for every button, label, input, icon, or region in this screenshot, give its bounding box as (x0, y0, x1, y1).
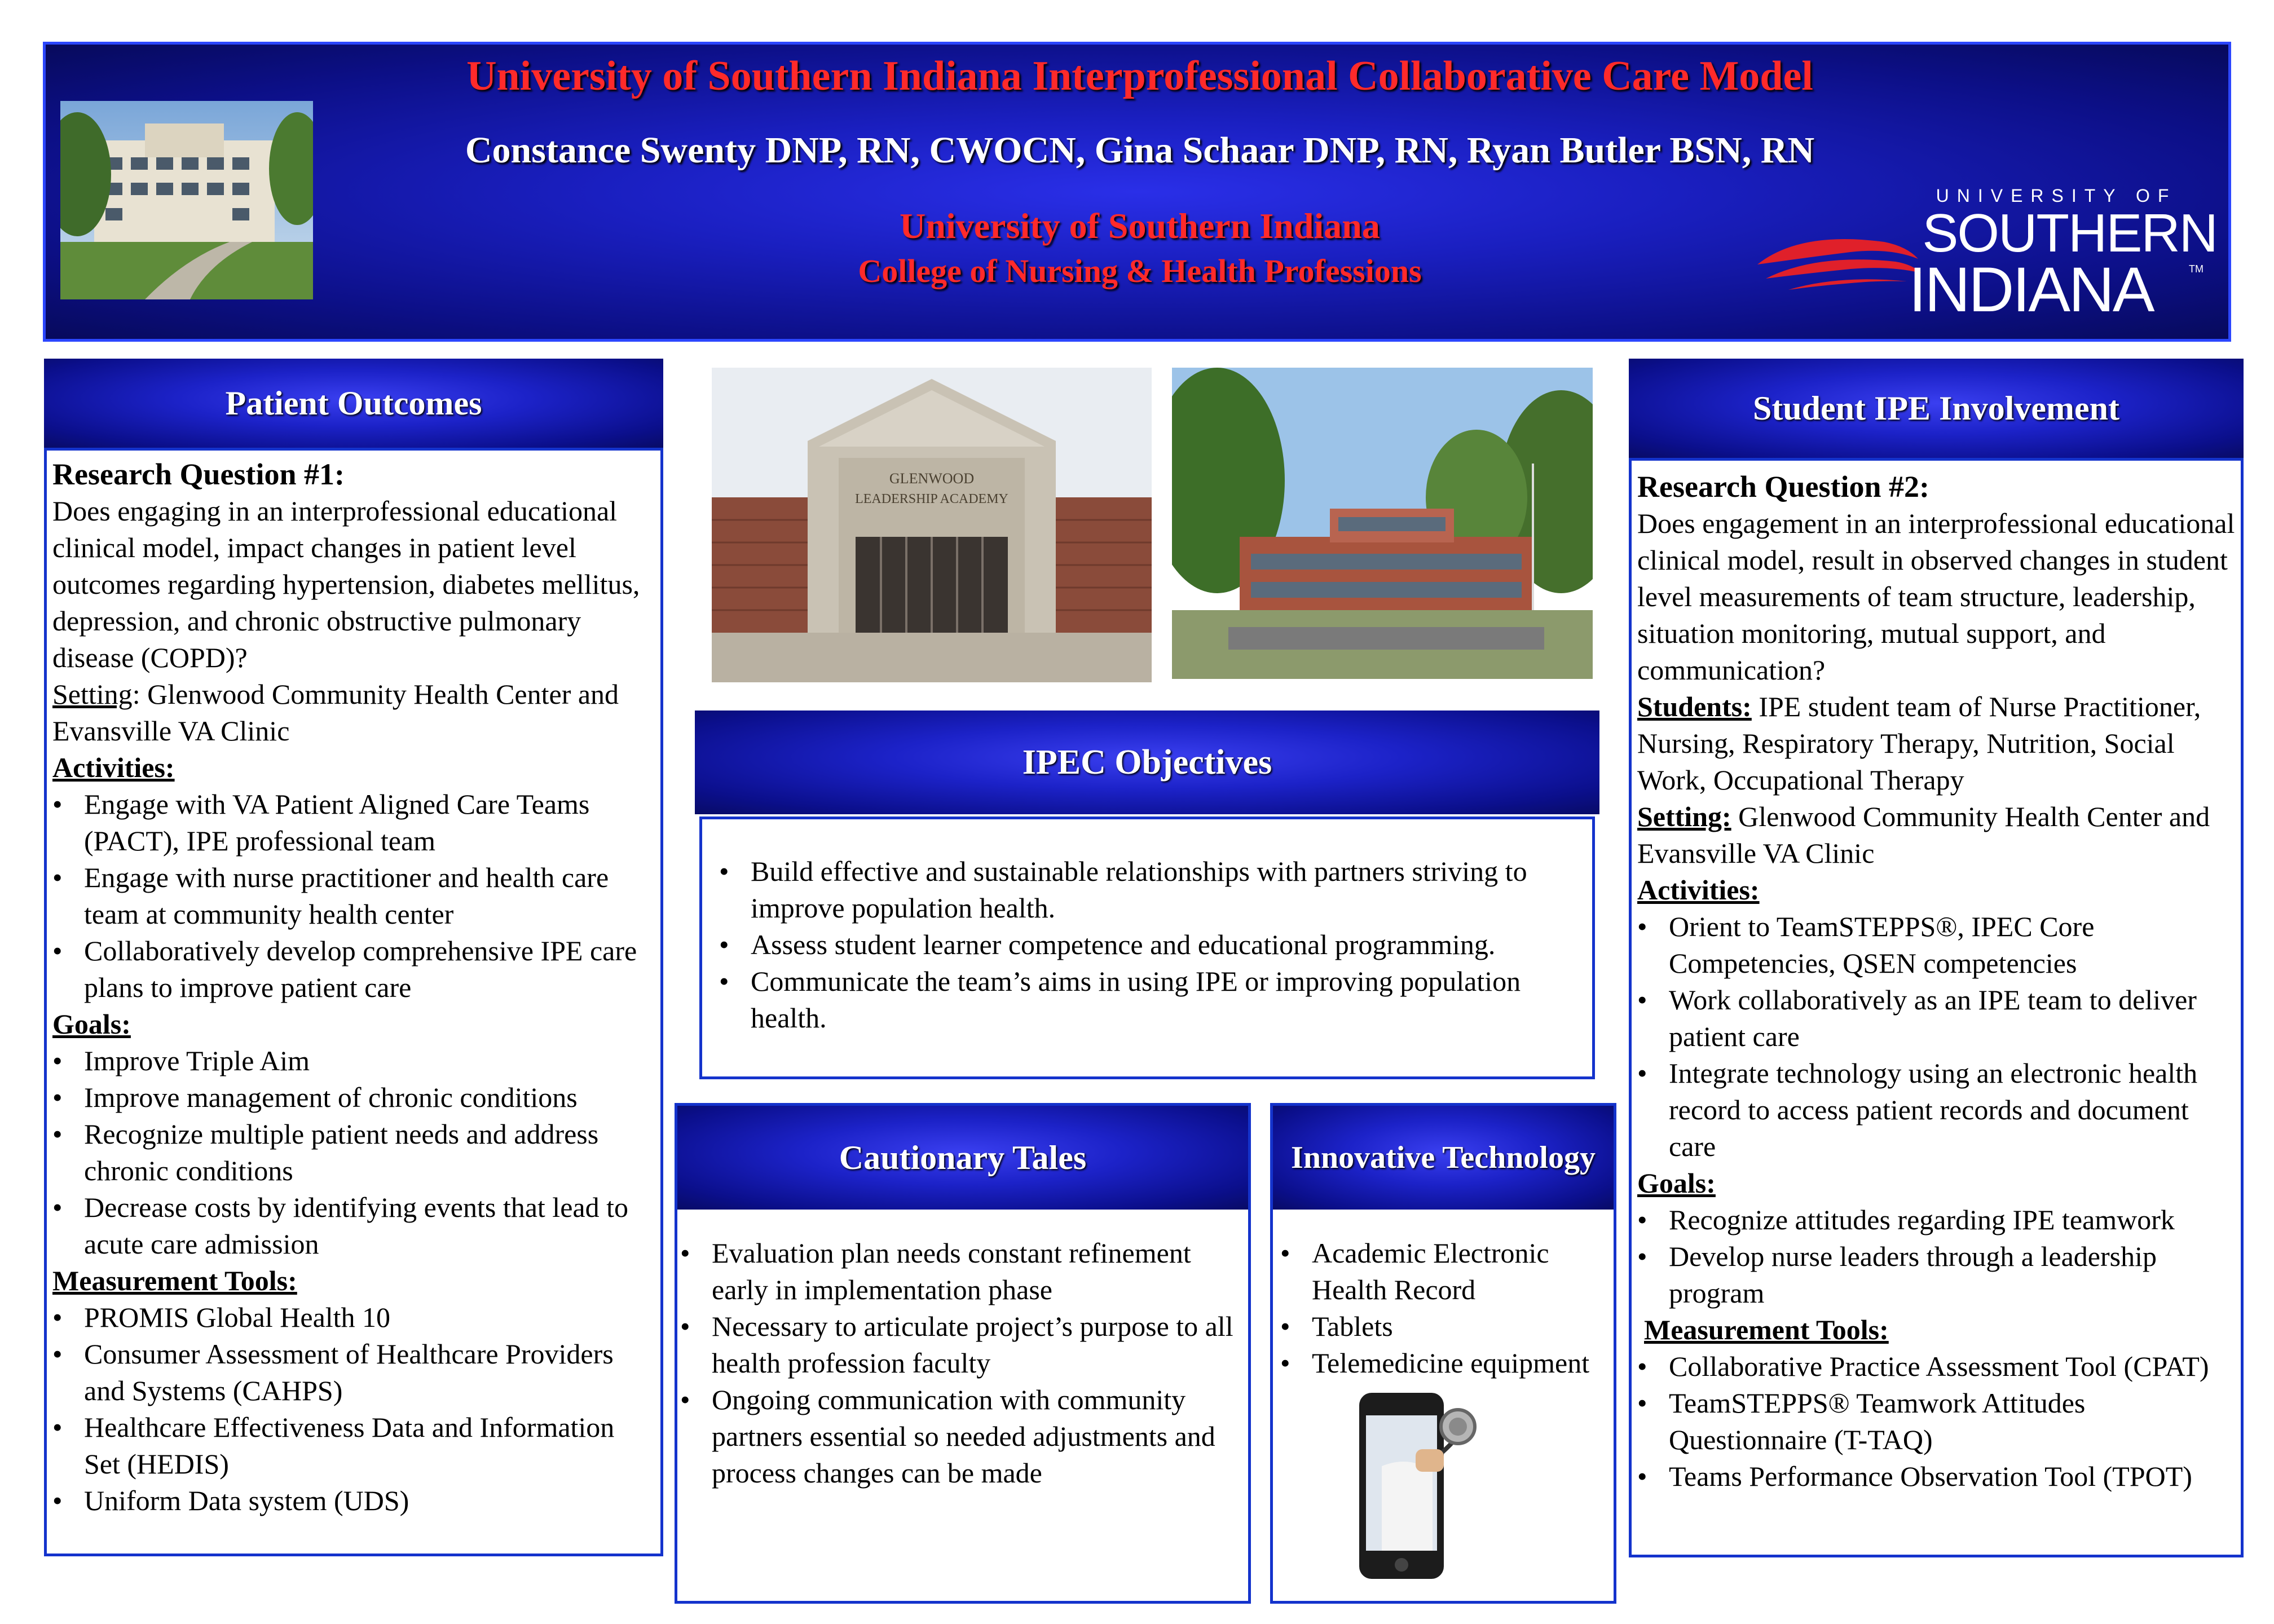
list-item: • Decrease costs by identifying events that lead to acute care admission (52, 1189, 654, 1263)
si-setting (1637, 798, 2236, 872)
po-activities-label: Activities: (52, 752, 175, 783)
po-setting-label: Setting (52, 678, 133, 710)
college-name: College of Nursing & Health Professions (858, 253, 1422, 289)
list-item: • Improve management of chronic conditions (52, 1079, 654, 1116)
si-goals-label: Goals: (1637, 1167, 1716, 1199)
list-item: • Ongoing communication with community partners essential so needed adjustments and process changes can be made (680, 1382, 1243, 1491)
po-goals-label: Goals: (52, 1008, 131, 1040)
list-item: • Academic Electronic Health Record (1280, 1235, 1613, 1308)
poster-title: University of Southern Indiana Interprofessional Collaborative Care Model (466, 53, 1813, 99)
logo-trademark: TM (2189, 263, 2204, 275)
si-students (1637, 689, 2236, 798)
po-tools-label: Measurement Tools: (52, 1265, 297, 1296)
list-item: • Develop nurse leaders through a leadership program (1637, 1238, 2236, 1312)
si-setting-text: Glenwood Community Health Center and Evansville VA Clinic (1637, 801, 2210, 869)
cautionary-tales-list (680, 1235, 1243, 1491)
list-item: • Orient to TeamSTEPPS®, IPEC Core Competencies, QSEN competencies (1637, 908, 2236, 982)
cautionary-tales-body (680, 1235, 1246, 1491)
innovative-technology-header: Innovative Technology (1273, 1106, 1614, 1210)
po-setting (52, 676, 654, 749)
rq2-label: Research Question #2: (1637, 470, 1929, 504)
list-item: • Integrate technology using an electronic health record to access patient records and document care (1637, 1055, 2236, 1165)
list-item: • Improve Triple Aim (52, 1043, 654, 1079)
list-item: • Telemedicine equipment (1280, 1345, 1613, 1382)
list-item: • Recognize attitudes regarding IPE teamwork (1637, 1202, 2236, 1238)
list-item: • Teams Performance Observation Tool (TPOT) (1637, 1458, 2236, 1495)
list-item: • Recognize multiple patient needs and address chronic conditions (52, 1116, 654, 1189)
list-item: • Communicate the team’s aims in using IPE or improving population health. (719, 963, 1592, 1036)
list-item: • Evaluation plan needs constant refinement early in implementation phase (680, 1235, 1243, 1308)
list-item: • Work collaboratively as an IPE team to deliver patient care (1637, 982, 2236, 1055)
si-goals-list (1637, 1202, 2236, 1312)
si-activities-label: Activities: (1637, 874, 1760, 906)
student-ipe-header: Student IPE Involvement (1629, 359, 2244, 458)
usi-logo (1755, 186, 2217, 338)
smartphone-stethoscope-icon (1348, 1387, 1483, 1590)
sign-line-2: LEADERSHIP ACADEMY (855, 492, 1008, 506)
si-tools-label: Measurement Tools: (1644, 1314, 1889, 1345)
po-setting-text: : Glenwood Community Health Center and Evansville VA Clinic (52, 678, 619, 747)
rq1-text: Does engaging in an interprofessional educational clinical model, impact changes in patient level outcomes regarding hypertension, diabetes mellitus, depression, and chronic obstructive pulmonary disease (COPD)? (52, 495, 640, 673)
si-activities-list (1637, 908, 2236, 1165)
po-goals-list (52, 1043, 654, 1263)
list-item: • Collaborative Practice Assessment Tool (CPAT) (1637, 1348, 2236, 1385)
list-item: • Collaboratively develop comprehensive IPE care plans to improve patient care (52, 933, 654, 1006)
patient-outcomes-panel (44, 448, 663, 1556)
list-item: • Necessary to articulate project’s purpose to all health profession faculty (680, 1308, 1243, 1382)
list-item: • Consumer Assessment of Healthcare Providers and Systems (CAHPS) (52, 1336, 654, 1409)
si-tools-list (1637, 1348, 2236, 1495)
sign-line-1: GLENWOOD (889, 470, 975, 487)
si-students-text: IPE student team of Nurse Practitioner, Nursing, Respiratory Therapy, Nutrition, Social Work, Occupational Therapy (1637, 691, 2201, 796)
va-clinic-photo (1172, 368, 1593, 679)
rq1-label: Research Question #1: (52, 457, 345, 491)
list-item: • PROMIS Global Health 10 (52, 1299, 654, 1336)
po-tools-list (52, 1299, 654, 1519)
logo-indiana: INDIANA (1909, 254, 2153, 325)
si-setting-label: Setting: (1637, 801, 1731, 832)
poster-authors: Constance Swenty DNP, RN, CWOCN, Gina Schaar DNP, RN, Ryan Butler BSN, RN (465, 130, 1815, 171)
ipec-objectives-header: IPEC Objectives (695, 710, 1599, 814)
header-banner (43, 42, 2231, 342)
institution-name: University of Southern Indiana (900, 206, 1380, 246)
telehealth-phone-image (1348, 1387, 1483, 1590)
cautionary-tales-header: Cautionary Tales (677, 1106, 1248, 1210)
list-item: • Build effective and sustainable relationships with partners striving to improve population health. (719, 853, 1592, 926)
po-activities-list (52, 786, 654, 1006)
list-item: • Uniform Data system (UDS) (52, 1482, 654, 1519)
ipec-objectives-list (719, 853, 1592, 1036)
student-ipe-panel (1629, 458, 2244, 1557)
list-item: • Healthcare Effectiveness Data and Information Set (HEDIS) (52, 1409, 654, 1482)
list-item: • Engage with VA Patient Aligned Care Teams (PACT), IPE professional team (52, 786, 654, 859)
list-item: • Assess student learner competence and educational programming. (719, 926, 1592, 963)
list-item: • TeamSTEPPS® Teamwork Attitudes Questionnaire (T-TAQ) (1637, 1385, 2236, 1458)
rq2-text: Does engagement in an interprofessional educational clinical model, result in observed changes in student level measurements of team structure, leadership, situation monitoring, mutual support, and communication? (1637, 508, 2235, 686)
logo-university-of: UNIVERSITY OF (1936, 186, 2177, 206)
glenwood-academy-photo (712, 368, 1152, 682)
si-students-label: Students: (1637, 691, 1752, 722)
ipec-objectives-panel (699, 817, 1595, 1079)
innovative-technology-body (1280, 1235, 1613, 1382)
list-item: • Engage with nurse practitioner and health care team at community health center (52, 859, 654, 933)
patient-outcomes-header: Patient Outcomes (44, 359, 663, 448)
innovative-technology-list (1280, 1235, 1613, 1382)
logo-southern: SOUTHERN (1922, 203, 2217, 263)
list-item: • Tablets (1280, 1308, 1613, 1345)
